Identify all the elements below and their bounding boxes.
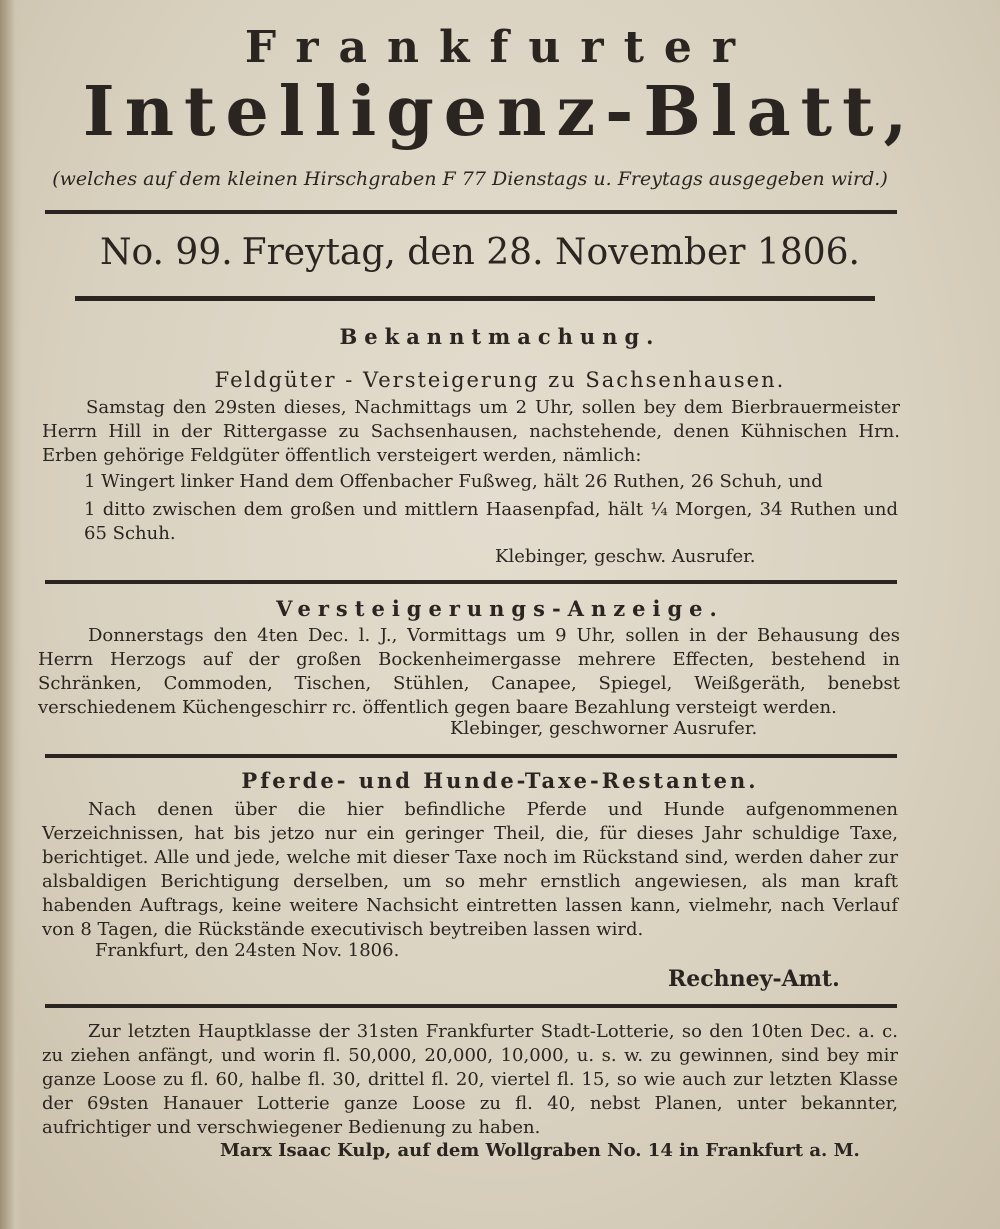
section2-signature: Klebinger, geschworner Ausrufer. [450, 718, 758, 739]
issue-number: No. 99. [100, 232, 233, 273]
masthead-city: Frankfurter [244, 22, 756, 73]
section3-body: Nach denen über die hier befindliche Pferde und Hunde aufgenommenen Verzeichnissen, hat bis jetzo nur ein geringer Theil, die, für dieses Jahr schuldige Taxe, berichtiget. Alle und jede, welche mit dieser Taxe noch im Rückstand sind, werden daher zur alsbaldigen Berichtigung derselben, um so mehr ernstlich angewiesen, als man kraft habenden Auftrags, keine weitere Nachsicht eintretten lassen kann, vielmehr, nach Verlauf von 8 Tagen, die Rückstände executivisch beytreiben lassen wird. [42, 799, 898, 940]
section4-body: Zur letzten Hauptklasse der 31sten Frankfurter Stadt-Lotterie, so den 10ten Dec. a. c. zu ziehen anfängt, und worin fl. 50,000, 20,000, 10,000, u. s. w. zu gewinnen, sind bey mir ganze Loose zu fl. 60, halbe fl. 30, drittel fl. 20, viertel fl. 15, so wie auch zur letzten Klasse der 69sten Hanauer Lotterie ganze Loose zu fl. 40, nebst Planen, unter bekannter, aufrichtiger und verschwiegener Bedienung zu haben. [42, 1021, 898, 1138]
section-rule-3 [45, 1004, 897, 1008]
section-rule-2 [45, 754, 897, 758]
section-rule-1 [45, 580, 897, 584]
issue-rule [75, 296, 875, 301]
section1-item-2: 1 ditto zwischen dem großen und mittlern Haasenpfad, hält ¼ Morgen, 34 Ruthen und 65 Schuh. [84, 499, 898, 544]
section3-dateline: Frankfurt, den 24sten Nov. 1806. [95, 940, 400, 961]
issue-line [100, 232, 860, 273]
section4-signature: Marx Isaac Kulp, auf dem Wollgraben No. 14 in Frankfurt a. M. [220, 1140, 860, 1161]
masthead-title: Intelligenz-Blatt, [82, 72, 918, 152]
masthead-subtitle: (welches auf dem kleinen Hirschgraben F 77 Dienstags u. Freytags ausgegeben wird.) [52, 168, 888, 190]
section2-body: Donnerstags den 4ten Dec. l. J., Vormittags um 9 Uhr, sollen in der Behausung des Herrn Herzogs auf der großen Bockenheimergasse mehrere Effecten, bestehend in Schränken, Commoden, Tischen, Stühlen, Canapee, Spiegel, Weißgeräth, benebst verschiedenem Küchengeschirr rc. öffentlich gegen baare Bezahlung versteigt werden. [38, 625, 900, 718]
section2-heading: Versteigerungs-Anzeige. [276, 596, 724, 621]
section1-heading: Bekanntmachung. [339, 324, 661, 349]
section1-body: Samstag den 29sten dieses, Nachmittags um 2 Uhr, sollen bey dem Bierbrauermeister Herrn Hill in der Rittergasse zu Sachsenhausen, nachstehende, denen Kühnischen Hrn. Erben gehörige Feldgüter öffentlich versteigert werden, nämlich: [42, 397, 900, 466]
section3-heading: Pferde- und Hunde-Taxe-Restanten. [241, 768, 759, 793]
section1-signature: Klebinger, geschw. Ausrufer. [495, 546, 756, 567]
masthead-rule [45, 210, 897, 214]
section3-signature: Rechney-Amt. [668, 966, 840, 992]
issue-date: Freytag, den 28. November 1806. [241, 232, 860, 273]
section1-subheading: Feldgüter - Versteigerung zu Sachsenhausen. [214, 368, 786, 392]
section1-item-1: 1 Wingert linker Hand dem Offenbacher Fußweg, hält 26 Ruthen, 26 Schuh, und [84, 471, 823, 492]
